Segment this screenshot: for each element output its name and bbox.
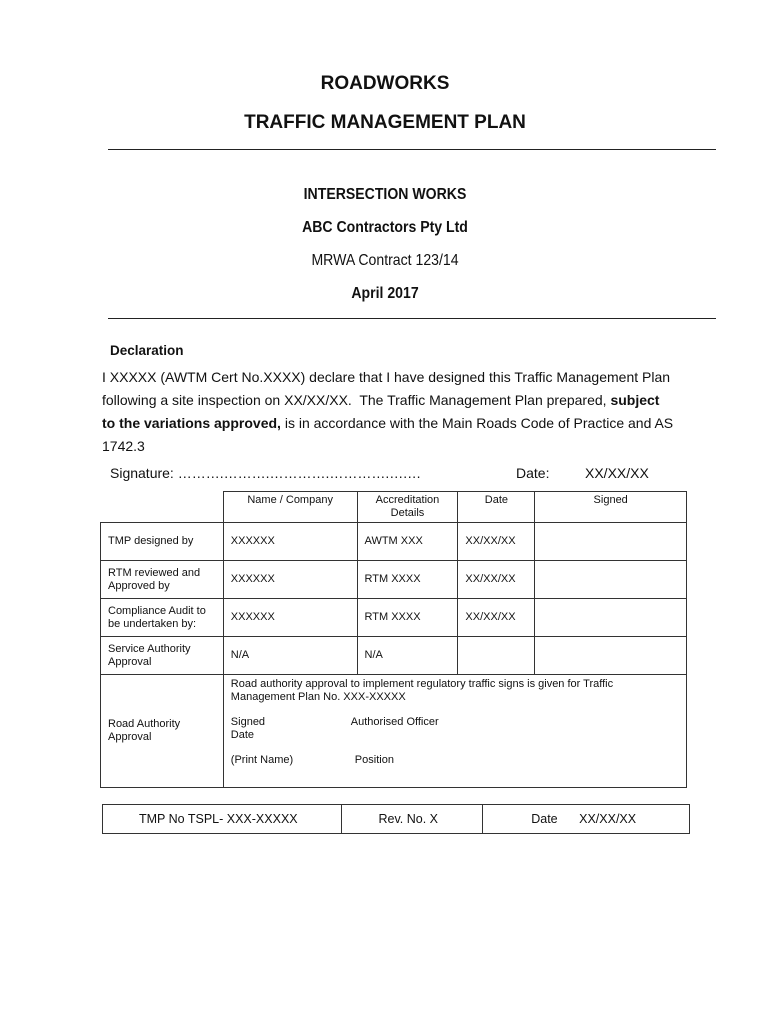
footer-row xyxy=(103,805,690,834)
footer-date xyxy=(483,805,690,834)
row-date: XX/XX/XX xyxy=(458,523,535,561)
declaration-line-2b: subject xyxy=(610,392,660,408)
road-authority-statement-line1: Road authority approval to implement regulatory traffic signs is given for Traffic xyxy=(230,678,614,690)
row-signed xyxy=(535,637,687,675)
declaration-line-3a: to the variations approved, xyxy=(102,415,281,431)
row-signed xyxy=(535,599,687,637)
position-label: Position xyxy=(354,754,394,766)
header-date: Date xyxy=(458,492,535,523)
row-date: XX/XX/XX xyxy=(458,599,535,637)
authorised-officer-label: Authorised Officer xyxy=(350,716,439,728)
declaration-line-1: I XXXXX (AWTM Cert No.XXXX) declare that I have designed this Traffic Management Plan xyxy=(102,369,671,385)
row-name: N/A xyxy=(223,637,357,675)
project-works: INTERSECTION WORKS xyxy=(303,186,467,203)
project-contract: MRWA Contract 123/14 xyxy=(311,252,459,269)
row-date xyxy=(458,637,535,675)
header-accreditation-line2: Details xyxy=(390,507,425,519)
project-date: April 2017 xyxy=(351,285,419,302)
declaration-line-3 xyxy=(102,412,702,435)
row-name: XXXXXX xyxy=(223,599,357,637)
signature-date-value: XX/XX/XX xyxy=(585,465,649,481)
row-accreditation: AWTM XXX xyxy=(357,523,458,561)
row-name: XXXXXX xyxy=(223,523,357,561)
footer-date-value: XX/XX/XX xyxy=(579,811,637,826)
role-line2: Approval xyxy=(108,655,152,668)
footer-tmp-no: TMP No TSPL- XXX-XXXXX xyxy=(103,805,342,834)
project-works-wrap xyxy=(0,186,770,204)
declaration-heading: Declaration xyxy=(110,343,184,358)
document-subtitle: TRAFFIC MANAGEMENT PLAN xyxy=(244,112,526,133)
role-line1: Compliance Audit to xyxy=(108,604,206,617)
project-date-wrap xyxy=(0,285,770,303)
project-contract-wrap xyxy=(0,252,770,270)
declaration-text xyxy=(102,366,702,458)
road-authority-row xyxy=(101,675,687,788)
declaration-line-4: 1742.3 xyxy=(102,438,145,454)
approval-table xyxy=(100,491,687,788)
role-line2: Approved by xyxy=(108,579,170,592)
role-line1: RTM reviewed and xyxy=(108,566,201,579)
row-date: XX/XX/XX xyxy=(458,561,535,599)
document-title: ROADWORKS xyxy=(320,73,450,94)
row-role xyxy=(101,599,224,637)
road-authority-role-line1: Road Authority xyxy=(108,718,181,730)
divider-top xyxy=(108,149,716,150)
table-header-row xyxy=(101,492,687,523)
declaration-line-2a: following a site inspection on XX/XX/XX. The Traffic Management Plan prepared, xyxy=(102,392,611,408)
table-row xyxy=(101,561,687,599)
print-name-block xyxy=(231,754,679,768)
row-signed xyxy=(535,523,687,561)
table-row xyxy=(101,599,687,637)
road-authority-role-line2: Approval xyxy=(108,731,152,743)
header-signed: Signed xyxy=(535,492,687,523)
role-line1: Service Authority xyxy=(108,642,191,655)
road-authority-details xyxy=(223,675,686,788)
signed-block xyxy=(231,716,679,742)
header-accreditation xyxy=(357,492,458,523)
table-row xyxy=(101,523,687,561)
role-line1: TMP designed by xyxy=(108,535,194,547)
row-accreditation: RTM XXXX xyxy=(357,599,458,637)
signature-date-label: Date: xyxy=(516,465,550,481)
declaration-line-2 xyxy=(102,389,702,412)
row-role xyxy=(101,523,224,561)
project-contractor: ABC Contractors Pty Ltd xyxy=(302,219,468,236)
header-blank xyxy=(101,492,224,523)
signed-label: Signed xyxy=(230,716,266,728)
footer-rev-no: Rev. No. X xyxy=(342,805,483,834)
divider-middle xyxy=(108,318,716,319)
table-row xyxy=(101,637,687,675)
role-line2: be undertaken by: xyxy=(108,617,197,630)
row-role xyxy=(101,637,224,675)
row-signed xyxy=(535,561,687,599)
header-accreditation-line1: Accreditation xyxy=(375,494,440,506)
project-contractor-wrap xyxy=(0,219,770,237)
declaration-line-3b: is in accordance with the Main Roads Code of Practice and AS xyxy=(280,415,674,431)
signature-line: Signature: ……….……….………….………….….… xyxy=(110,465,422,481)
road-authority-role xyxy=(101,675,224,788)
road-authority-statement-line2: Management Plan No. XXX-XXXXX xyxy=(230,691,406,703)
footer-table xyxy=(102,804,690,834)
approval-date-label: Date xyxy=(230,729,255,741)
row-accreditation: RTM XXXX xyxy=(357,561,458,599)
header-name-company: Name / Company xyxy=(223,492,357,523)
footer-date-label: Date xyxy=(531,811,558,826)
row-accreditation: N/A xyxy=(357,637,458,675)
print-name-label: (Print Name) xyxy=(230,754,294,766)
row-name: XXXXXX xyxy=(223,561,357,599)
row-role xyxy=(101,561,224,599)
